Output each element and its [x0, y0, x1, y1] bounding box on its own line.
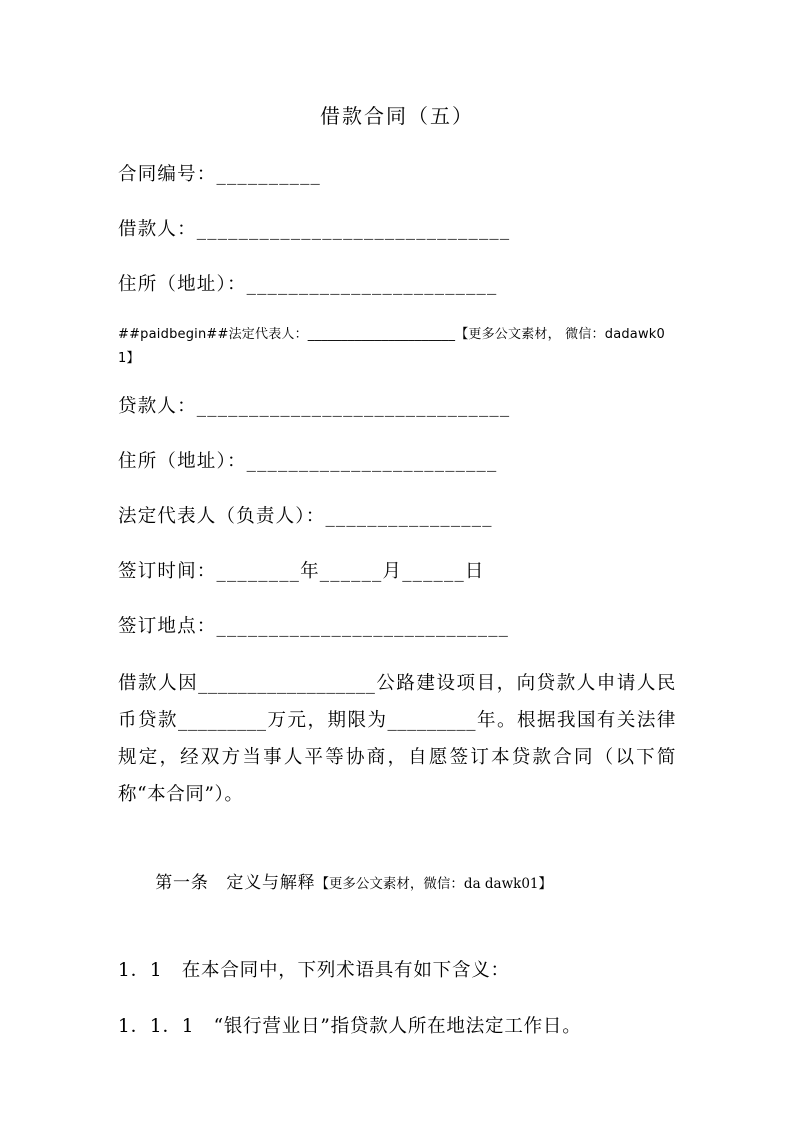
document-body — [118, 96, 676, 1066]
field-lender: 贷款人：______________________________ — [118, 396, 511, 417]
field-signing-time: 签订时间：________年______月______日 — [118, 561, 485, 582]
field-borrower-legal-rep: ##paidbegin##法定代表人：______________________【更多公文素材， 微信：dadawk01】 — [118, 327, 666, 366]
clause-1-1-1: 1．1．1 “银行营业日”指贷款人所在地法定工作日。 — [118, 1016, 582, 1037]
field-lender-address: 住所（地址）：________________________ — [118, 451, 498, 472]
field-contract-number: 合同编号：__________ — [118, 164, 322, 185]
clause-one-annotation: 【更多公文素材，微信：da dawk01】 — [315, 876, 553, 892]
field-borrower: 借款人：______________________________ — [118, 219, 511, 240]
preamble-paragraph: 借款人因__________________公路建设项目，向贷款人申请人民币贷款_________万元，期限为_________年。根据我国有关法律规定，经双方当事人平等协商，自愿签订本贷款合同（以下简称“本合同”）。 — [118, 673, 676, 805]
field-lender-legal-rep: 法定代表人（负责人）：________________ — [118, 506, 493, 527]
clause-one-heading — [118, 835, 676, 932]
clause-one-title: 第一条 定义与解释 — [155, 873, 316, 893]
document-title: 借款合同（五） — [320, 104, 474, 128]
field-borrower-address: 住所（地址）：________________________ — [118, 274, 498, 295]
field-signing-place: 签订地点：____________________________ — [118, 616, 510, 637]
clause-1-1: 1．1 在本合同中，下列术语具有如下含义： — [118, 960, 510, 981]
